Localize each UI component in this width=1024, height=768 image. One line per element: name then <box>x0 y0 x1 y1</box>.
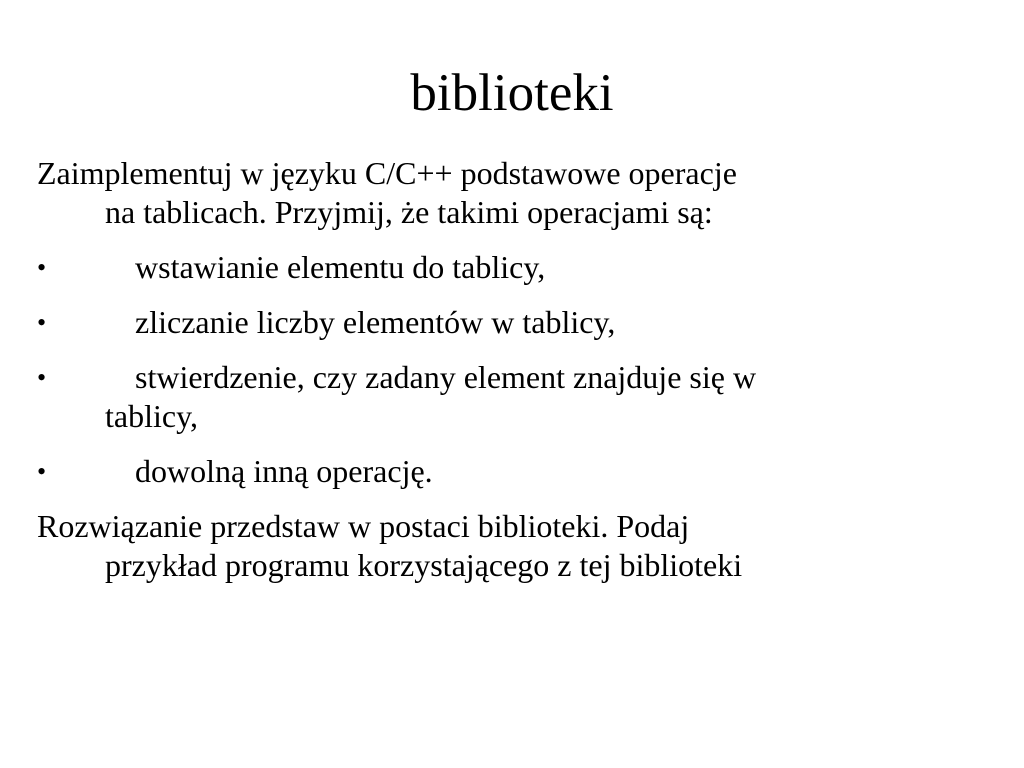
bullet-icon: • <box>37 363 47 392</box>
bullet-text: dowolną inną operację. <box>135 453 433 489</box>
slide-body <box>37 154 987 585</box>
outro-paragraph <box>37 507 987 585</box>
bullet-icon: • <box>37 253 47 282</box>
intro-line-2: na tablicach. Przyjmij, że takimi operacjami są: <box>105 194 713 230</box>
bullet-text: zliczanie liczby elementów w tablicy, <box>135 304 616 340</box>
list-item <box>37 358 987 436</box>
list-item <box>37 452 987 491</box>
bullet-text-continuation: tablicy, <box>105 398 198 434</box>
bullet-icon: • <box>37 457 47 486</box>
list-item <box>37 303 987 342</box>
slide-title: biblioteki <box>410 64 614 122</box>
bullet-icon: • <box>37 308 47 337</box>
outro-line-1: Rozwiązanie przedstaw w postaci biblioteki. Podaj <box>37 508 690 544</box>
intro-paragraph <box>37 154 987 232</box>
outro-line-2: przykład programu korzystającego z tej biblioteki <box>105 547 743 583</box>
bullet-text: stwierdzenie, czy zadany element znajduje się w <box>135 359 757 395</box>
bullet-text: wstawianie elementu do tablicy, <box>135 249 546 285</box>
intro-line-1: Zaimplementuj w języku C/C++ podstawowe operacje <box>37 155 737 191</box>
list-item <box>37 248 987 287</box>
